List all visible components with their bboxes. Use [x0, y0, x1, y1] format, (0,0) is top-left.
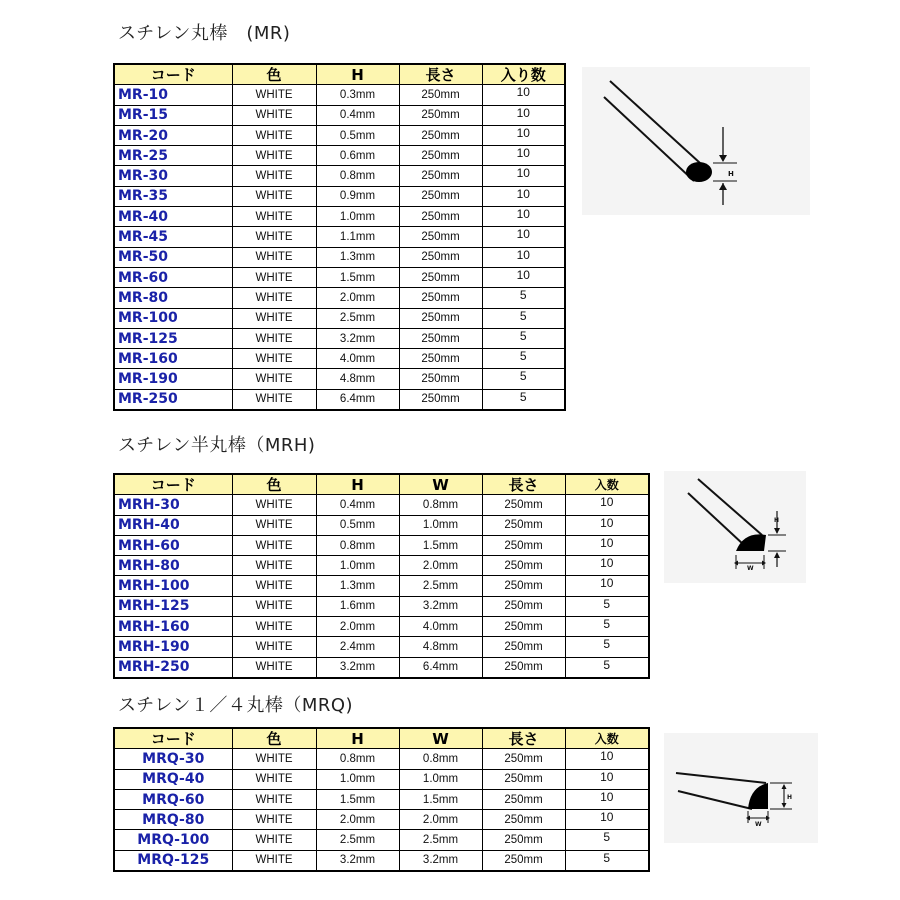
mr-spec-table	[113, 63, 566, 411]
quantity-cell: 10	[482, 166, 565, 186]
table-row	[114, 349, 565, 369]
spec-cell: 2.5mm	[316, 830, 399, 850]
product-code-cell: MRH-190	[114, 637, 232, 657]
header-quantity: 入数	[565, 474, 649, 495]
product-code-cell: MRH-80	[114, 556, 232, 576]
spec-cell: 0.3mm	[316, 85, 399, 105]
spec-cell: WHITE	[232, 789, 316, 809]
product-code-cell: MR-80	[114, 288, 232, 308]
spec-cell: WHITE	[232, 146, 316, 166]
spec-cell: 250mm	[399, 207, 482, 227]
spec-cell: WHITE	[232, 495, 316, 515]
table-row	[114, 830, 649, 850]
product-code-cell: MR-60	[114, 267, 232, 287]
product-code-cell: MR-100	[114, 308, 232, 328]
quantity-cell: 10	[482, 247, 565, 267]
spec-cell: WHITE	[232, 186, 316, 206]
quantity-cell: 10	[565, 789, 649, 809]
spec-cell: WHITE	[232, 247, 316, 267]
header-quantity: 入数	[565, 728, 649, 749]
table-row	[114, 850, 649, 871]
product-code-cell: MR-10	[114, 85, 232, 105]
header-h: H	[316, 474, 399, 495]
spec-cell: 250mm	[482, 810, 565, 830]
table-row	[114, 637, 649, 657]
spec-cell: 3.2mm	[316, 657, 399, 678]
product-code-cell: MR-50	[114, 247, 232, 267]
product-code-cell: MR-20	[114, 125, 232, 145]
quantity-cell: 10	[565, 810, 649, 830]
header-color: 色	[232, 474, 316, 495]
product-code-cell: MR-40	[114, 207, 232, 227]
h-dimension-label: H	[728, 170, 734, 178]
quantity-cell: 5	[565, 637, 649, 657]
table-row	[114, 515, 649, 535]
header-color: 色	[232, 64, 316, 85]
section-title-mrh: スチレン半丸棒（MRH)	[118, 435, 316, 456]
spec-cell: WHITE	[232, 288, 316, 308]
spec-cell: WHITE	[232, 769, 316, 789]
spec-cell: 250mm	[482, 495, 565, 515]
product-code-cell: MRH-30	[114, 495, 232, 515]
spec-cell: WHITE	[232, 308, 316, 328]
spec-cell: 0.8mm	[399, 749, 482, 769]
quantity-cell: 10	[482, 186, 565, 206]
spec-cell: WHITE	[232, 657, 316, 678]
header-quantity: 入り数	[482, 64, 565, 85]
spec-cell: 0.8mm	[399, 495, 482, 515]
spec-cell: 1.0mm	[316, 556, 399, 576]
w-dimension-label: W	[747, 565, 754, 572]
quantity-cell: 10	[482, 85, 565, 105]
table-row	[114, 657, 649, 678]
mr-table-body	[114, 85, 565, 410]
quantity-cell: 10	[565, 769, 649, 789]
quantity-cell: 10	[565, 556, 649, 576]
quantity-cell: 5	[565, 850, 649, 871]
spec-cell: 4.8mm	[316, 369, 399, 389]
spec-cell: 250mm	[399, 267, 482, 287]
product-code-cell: MRH-40	[114, 515, 232, 535]
table-row	[114, 308, 565, 328]
table-row	[114, 166, 565, 186]
product-code-cell: MR-190	[114, 369, 232, 389]
spec-cell: WHITE	[232, 810, 316, 830]
spec-cell: WHITE	[232, 166, 316, 186]
quantity-cell: 10	[565, 576, 649, 596]
spec-cell: 1.1mm	[316, 227, 399, 247]
spec-cell: 0.8mm	[316, 166, 399, 186]
spec-cell: 1.0mm	[399, 769, 482, 789]
spec-cell: 2.0mm	[399, 810, 482, 830]
spec-cell: WHITE	[232, 105, 316, 125]
product-code-cell: MRQ-125	[114, 850, 232, 871]
quantity-cell: 10	[565, 495, 649, 515]
spec-cell: 250mm	[399, 247, 482, 267]
header-length: 長さ	[399, 64, 482, 85]
spec-cell: 250mm	[399, 227, 482, 247]
spec-cell: 2.0mm	[399, 556, 482, 576]
quantity-cell: 5	[565, 830, 649, 850]
spec-cell: 2.5mm	[399, 576, 482, 596]
spec-cell: 2.0mm	[316, 810, 399, 830]
spec-cell: WHITE	[232, 85, 316, 105]
quantity-cell: 10	[482, 207, 565, 227]
spec-cell: 250mm	[399, 186, 482, 206]
table-row	[114, 247, 565, 267]
spec-cell: 4.0mm	[316, 349, 399, 369]
product-code-cell: MR-160	[114, 349, 232, 369]
table-row	[114, 556, 649, 576]
product-code-cell: MRH-160	[114, 617, 232, 637]
spec-cell: 250mm	[399, 166, 482, 186]
quarter-round-rod-illustration	[664, 733, 818, 843]
table-row	[114, 227, 565, 247]
spec-cell: 2.5mm	[316, 308, 399, 328]
quantity-cell: 10	[482, 125, 565, 145]
product-code-cell: MR-250	[114, 389, 232, 410]
table-row	[114, 105, 565, 125]
table-row	[114, 186, 565, 206]
quantity-cell: 5	[482, 288, 565, 308]
spec-cell: 250mm	[482, 749, 565, 769]
product-code-cell: MRQ-80	[114, 810, 232, 830]
spec-cell: 2.0mm	[316, 617, 399, 637]
spec-cell: WHITE	[232, 125, 316, 145]
spec-cell: WHITE	[232, 349, 316, 369]
quantity-cell: 10	[482, 267, 565, 287]
header-color: 色	[232, 728, 316, 749]
spec-cell: 1.3mm	[316, 576, 399, 596]
spec-cell: WHITE	[232, 576, 316, 596]
spec-cell: 250mm	[399, 146, 482, 166]
table-row	[114, 810, 649, 830]
spec-cell: 250mm	[482, 637, 565, 657]
product-code-cell: MR-45	[114, 227, 232, 247]
spec-cell: WHITE	[232, 850, 316, 871]
product-code-cell: MR-30	[114, 166, 232, 186]
spec-cell: 250mm	[399, 85, 482, 105]
spec-cell: 250mm	[482, 789, 565, 809]
quantity-cell: 5	[482, 389, 565, 410]
spec-cell: 250mm	[482, 535, 565, 555]
header-h: H	[316, 728, 399, 749]
spec-cell: 250mm	[399, 105, 482, 125]
quantity-cell: 5	[482, 328, 565, 348]
spec-cell: 250mm	[482, 830, 565, 850]
product-code-cell: MRQ-100	[114, 830, 232, 850]
quantity-cell: 5	[482, 308, 565, 328]
spec-cell: 1.6mm	[316, 596, 399, 616]
spec-cell: 250mm	[482, 769, 565, 789]
spec-cell: 250mm	[399, 349, 482, 369]
quantity-cell: 10	[565, 535, 649, 555]
product-code-cell: MRQ-30	[114, 749, 232, 769]
spec-cell: 3.2mm	[399, 850, 482, 871]
spec-cell: 250mm	[482, 850, 565, 871]
spec-cell: WHITE	[232, 596, 316, 616]
w-dimension-label: W	[755, 821, 762, 828]
table-row	[114, 389, 565, 410]
product-code-cell: MRH-250	[114, 657, 232, 678]
spec-cell: WHITE	[232, 267, 316, 287]
product-code-cell: MR-35	[114, 186, 232, 206]
spec-cell: 3.2mm	[316, 850, 399, 871]
spec-cell: 2.0mm	[316, 288, 399, 308]
spec-cell: 1.0mm	[316, 769, 399, 789]
table-header-row	[114, 474, 649, 495]
header-code: コード	[114, 64, 232, 85]
spec-cell: 250mm	[399, 125, 482, 145]
spec-cell: 1.5mm	[399, 789, 482, 809]
half-round-rod-illustration	[664, 471, 806, 583]
spec-cell: 250mm	[399, 288, 482, 308]
table-row	[114, 369, 565, 389]
spec-cell: 0.4mm	[316, 105, 399, 125]
section-title-mrq: スチレン１／４丸棒（MRQ)	[118, 695, 354, 716]
quantity-cell: 5	[565, 657, 649, 678]
spec-cell: WHITE	[232, 830, 316, 850]
table-row	[114, 596, 649, 616]
spec-cell: 3.2mm	[316, 328, 399, 348]
table-row	[114, 617, 649, 637]
table-row	[114, 495, 649, 515]
spec-cell: 0.4mm	[316, 495, 399, 515]
spec-cell: 1.0mm	[316, 207, 399, 227]
spec-cell: 0.5mm	[316, 515, 399, 535]
spec-cell: WHITE	[232, 227, 316, 247]
table-row	[114, 125, 565, 145]
quantity-cell: 10	[565, 749, 649, 769]
quantity-cell: 5	[482, 369, 565, 389]
quantity-cell: 5	[565, 596, 649, 616]
header-w: W	[399, 474, 482, 495]
spec-cell: WHITE	[232, 389, 316, 410]
h-dimension-label: H	[787, 794, 793, 801]
spec-cell: 250mm	[482, 617, 565, 637]
quantity-cell: 10	[565, 515, 649, 535]
spec-cell: 1.0mm	[399, 515, 482, 535]
product-code-cell: MR-25	[114, 146, 232, 166]
product-code-cell: MRH-100	[114, 576, 232, 596]
header-h: H	[316, 64, 399, 85]
spec-cell: 0.9mm	[316, 186, 399, 206]
spec-cell: 2.5mm	[399, 830, 482, 850]
quantity-cell: 10	[482, 227, 565, 247]
round-rod-illustration	[582, 67, 810, 215]
quantity-cell: 10	[482, 146, 565, 166]
mrh-spec-table	[113, 473, 650, 679]
spec-cell: WHITE	[232, 749, 316, 769]
spec-cell: 250mm	[399, 328, 482, 348]
table-row	[114, 576, 649, 596]
header-w: W	[399, 728, 482, 749]
spec-cell: 1.3mm	[316, 247, 399, 267]
spec-cell: 1.5mm	[316, 789, 399, 809]
table-row	[114, 288, 565, 308]
spec-cell: WHITE	[232, 369, 316, 389]
table-header-row	[114, 728, 649, 749]
spec-cell: 250mm	[482, 576, 565, 596]
spec-cell: 6.4mm	[399, 657, 482, 678]
spec-cell: 250mm	[399, 389, 482, 410]
table-row	[114, 267, 565, 287]
spec-cell: 250mm	[399, 308, 482, 328]
spec-cell: 4.8mm	[399, 637, 482, 657]
header-length: 長さ	[482, 474, 565, 495]
spec-cell: 250mm	[399, 369, 482, 389]
table-row	[114, 328, 565, 348]
spec-cell: 250mm	[482, 596, 565, 616]
spec-cell: 0.6mm	[316, 146, 399, 166]
header-code: コード	[114, 474, 232, 495]
quantity-cell: 5	[482, 349, 565, 369]
product-code-cell: MRH-60	[114, 535, 232, 555]
spec-cell: 250mm	[482, 657, 565, 678]
table-row	[114, 535, 649, 555]
spec-cell: 0.5mm	[316, 125, 399, 145]
mrq-spec-table	[113, 727, 650, 872]
mrq-table-body	[114, 749, 649, 871]
spec-cell: 0.8mm	[316, 749, 399, 769]
table-row	[114, 146, 565, 166]
product-code-cell: MRH-125	[114, 596, 232, 616]
table-header-row	[114, 64, 565, 85]
table-row	[114, 769, 649, 789]
product-code-cell: MR-15	[114, 105, 232, 125]
spec-cell: WHITE	[232, 328, 316, 348]
h-dimension-label: H	[774, 517, 780, 524]
spec-cell: WHITE	[232, 535, 316, 555]
spec-cell: WHITE	[232, 556, 316, 576]
spec-cell: WHITE	[232, 617, 316, 637]
header-code: コード	[114, 728, 232, 749]
spec-cell: 250mm	[482, 515, 565, 535]
section-title-mr: スチレン丸棒 (MR)	[118, 23, 291, 44]
product-code-cell: MRQ-40	[114, 769, 232, 789]
table-row	[114, 789, 649, 809]
quantity-cell: 5	[565, 617, 649, 637]
table-row	[114, 85, 565, 105]
product-code-cell: MR-125	[114, 328, 232, 348]
spec-cell: WHITE	[232, 207, 316, 227]
spec-cell: 2.4mm	[316, 637, 399, 657]
spec-cell: 1.5mm	[399, 535, 482, 555]
table-row	[114, 207, 565, 227]
table-row	[114, 749, 649, 769]
spec-cell: 250mm	[482, 556, 565, 576]
spec-cell: 4.0mm	[399, 617, 482, 637]
quantity-cell: 10	[482, 105, 565, 125]
spec-cell: 0.8mm	[316, 535, 399, 555]
spec-cell: WHITE	[232, 637, 316, 657]
header-length: 長さ	[482, 728, 565, 749]
spec-cell: 6.4mm	[316, 389, 399, 410]
mrh-table-body	[114, 495, 649, 678]
product-code-cell: MRQ-60	[114, 789, 232, 809]
spec-cell: 1.5mm	[316, 267, 399, 287]
spec-cell: WHITE	[232, 515, 316, 535]
spec-cell: 3.2mm	[399, 596, 482, 616]
